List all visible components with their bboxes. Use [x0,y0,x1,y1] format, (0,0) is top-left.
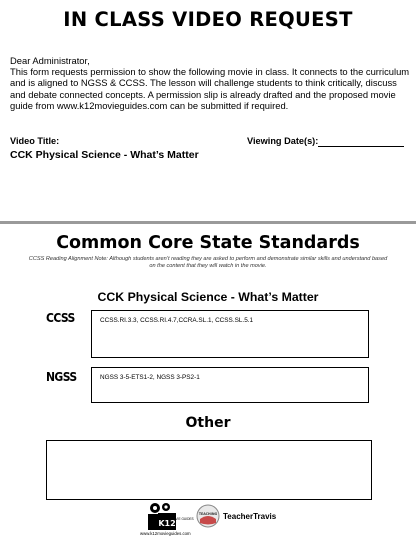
other-title: Other [185,415,231,431]
ccss-alignment-note: CCSS Reading Alignment Note: Although students aren’t reading they are asked to perform and demonstrate similar skills and understand based on the content that they will watch in the movie. [28,256,388,269]
page-title: IN CLASS VIDEO REQUEST [63,8,353,31]
section-divider [0,221,416,224]
standards-title: Common Core State Standards [56,233,360,253]
other-box[interactable] [46,440,372,500]
teacher-travis-badge-icon [196,504,220,528]
ngss-standards-text: NGSS 3-5-ETS1-2, NGSS 3-PS2-1 [100,374,200,381]
letter-salutation: Dear Administrator, [10,55,90,66]
film-camera-icon [146,502,194,532]
teacher-travis-name: TeacherTravis [223,512,277,521]
ccss-box [91,310,369,358]
video-title-label: Video Title: [10,136,60,146]
k12-url: www.k12movieguides.com [140,531,191,536]
ccss-label: CCSS [46,311,75,325]
letter-body: This form requests permission to show the following movie in class. It connects to the curriculum and is aligned to NGSS & CCSS. The lesson will challenge students to think critically, discuss and debate connected concepts. A permission slip is already drafted and the proposed movie guide from www.k12movieguides.com can be submitted if required. [10,66,410,111]
video-title-value: CCK Physical Science - What’s Matter [10,149,199,161]
k12-logo-text: K12 [158,519,176,528]
ngss-box [91,367,369,403]
movie-title: CCK Physical Science - What’s Matter [97,290,319,304]
teacher-logo-text: TEACHING [198,512,218,516]
viewing-dates-label: Viewing Date(s): [247,136,319,146]
request-letter [10,55,410,111]
ccss-standards-text: CCSS.RI.3.3, CCSS.RI.4.7,CCRA.SL.1, CCSS.SL.5.1 [100,317,254,324]
ngss-label: NGSS [46,370,77,384]
viewing-dates-field-line[interactable] [318,146,404,147]
k12-logo-subtext: MOVIE GUIDES [170,517,194,521]
